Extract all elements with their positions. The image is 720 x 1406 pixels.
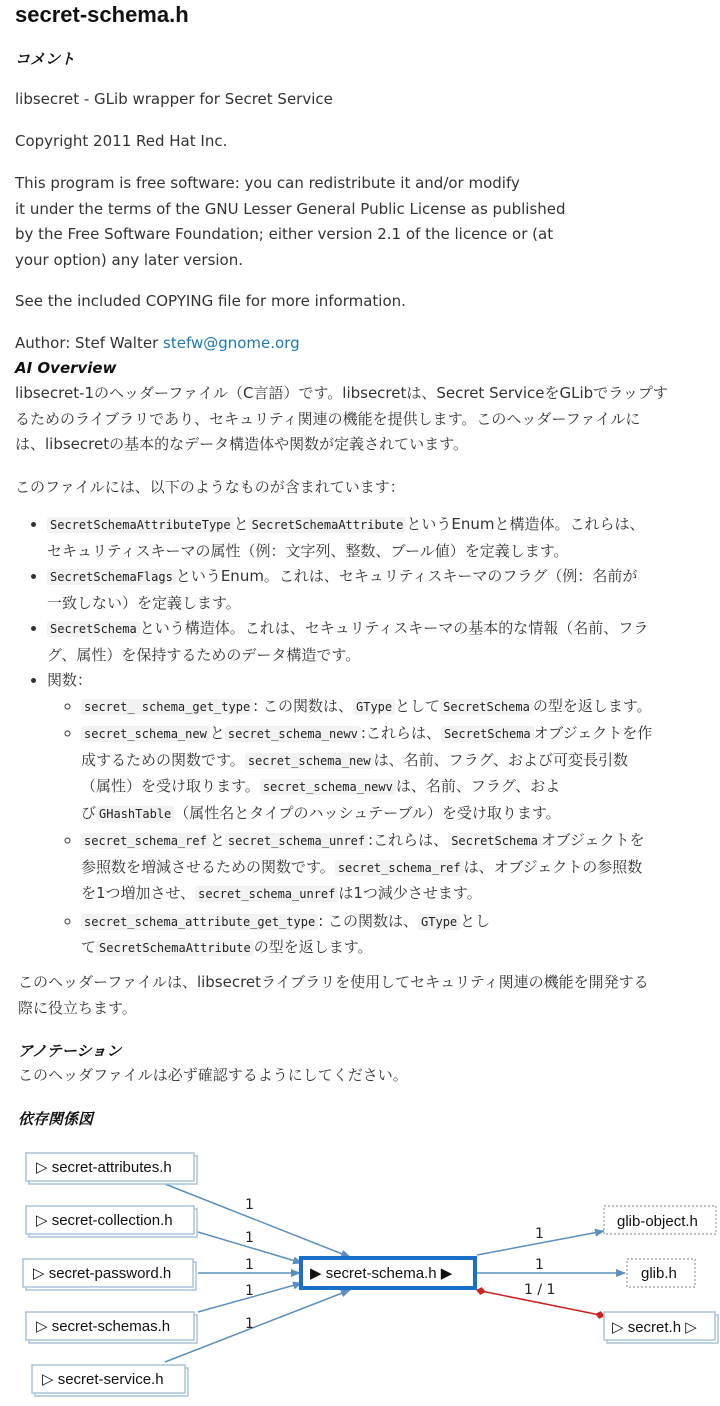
text-span: グ、属性）を保持するためのデータ構造です。 <box>47 645 361 664</box>
text-span: というEnum。これは、セキュリティスキーマのフラグ（例：名前が <box>175 567 638 585</box>
text-span: : この関数は、 <box>253 696 353 715</box>
text-span: 成するための関数です。 <box>81 750 245 769</box>
code-span: secret_schema_attribute_get_type <box>81 914 318 930</box>
code-span: secret_ schema_get_type <box>81 699 253 715</box>
node-label: ▶ secret-schema.h ▶ <box>310 1265 453 1282</box>
text-span: として <box>395 696 441 715</box>
text-span: :これらは、 <box>368 831 449 849</box>
node-label: ▷ secret-schemas.h <box>36 1318 171 1335</box>
annotation-text: このヘッダファイルは必ず確認するようにしてください。 <box>18 1066 408 1084</box>
code-span: GHashTable <box>96 806 174 822</box>
edge-label: 1 <box>245 1230 254 1246</box>
text-span: と <box>209 724 225 742</box>
edge-label: 1 / 1 <box>524 1282 556 1298</box>
code-span: secret_schema_newv <box>260 779 396 795</box>
text-span: の型を返します。 <box>532 696 652 715</box>
text-span: の型を返します。 <box>253 938 373 956</box>
code-span: secret_schema_new <box>81 726 210 742</box>
list-item <box>47 668 720 962</box>
node-glib-object[interactable] <box>604 1206 716 1234</box>
list-item <box>47 616 720 668</box>
edge-label: 1 <box>535 1257 544 1273</box>
edge-label: 1 <box>245 1283 254 1299</box>
annotation-heading: アノテーション <box>18 1042 122 1060</box>
list-item <box>47 564 720 616</box>
author-email-link[interactable]: stefw@gnome.org <box>163 334 300 352</box>
node-secret-schemas[interactable] <box>26 1312 197 1343</box>
node-glib[interactable] <box>627 1259 695 1287</box>
function-item <box>81 721 720 827</box>
ai-summary-line: このヘッダーファイルは、libsecretライブラリを使用してセキュリティ関連の機能を開発する <box>18 973 649 991</box>
ai-contains: このファイルには、以下のようなものが含まれています： <box>15 478 405 496</box>
contents-list <box>15 512 720 963</box>
edge-label: 1 <box>245 1257 254 1273</box>
license-line: your option) any later version. <box>15 250 244 269</box>
edge-label: 1 <box>535 1226 544 1242</box>
node-secret-schema-current[interactable] <box>301 1258 475 1288</box>
text-span: （属性）を受け取ります。 <box>81 777 260 795</box>
code-span: secret_schema_unref <box>195 886 338 902</box>
comment-heading: コメント <box>15 50 76 68</box>
comment-line-2: Copyright 2011 Red Hat Inc. <box>15 132 228 150</box>
text-span: オブジェクトを作 <box>533 724 653 742</box>
code-span: secret_schema_unref <box>225 833 368 849</box>
page-title: secret-schema.h <box>15 2 189 27</box>
edge-label: 1 <box>245 1316 254 1332</box>
function-item <box>81 909 720 962</box>
text-span: とし <box>460 911 491 930</box>
ai-summary <box>18 970 649 1021</box>
author-prefix: Author: Stef Walter <box>15 334 164 352</box>
functions-list <box>47 694 720 962</box>
text-span: は、名前、フラグ、およ <box>395 777 561 795</box>
text-span: : この関数は、 <box>318 911 419 930</box>
license-line: it under the terms of the GNU Lesser General Public License as published <box>15 199 566 218</box>
node-label: ▷ secret-attributes.h <box>36 1159 172 1176</box>
text-span: び <box>81 803 97 822</box>
code-span: secret_schema_newv <box>225 726 361 742</box>
text-span: という構造体。これは、セキュリティスキーマの基本的な情報（名前、フラ <box>139 619 649 637</box>
comment-see: See the included COPYING file for more information. <box>15 292 406 310</box>
text-span: セキュリティスキーマの属性（例：文字列、整数、ブール値）を定義します。 <box>47 541 569 560</box>
edge-label: 1 <box>245 1197 254 1213</box>
function-item <box>81 694 720 721</box>
node-secret-attributes[interactable] <box>26 1153 197 1184</box>
node-label: glib.h <box>641 1265 677 1282</box>
text-span: と <box>233 515 249 533</box>
text-span: というEnumと構造体。これらは、 <box>406 515 645 533</box>
code-span: SecretSchemaAttribute <box>249 517 407 533</box>
code-span: SecretSchemaAttributeType <box>47 517 234 533</box>
text-span: を1つ増加させ、 <box>81 884 196 902</box>
node-label: ▷ secret-service.h <box>42 1371 164 1388</box>
license-line: This program is free software: you can redistribute it and/or modify <box>15 174 520 192</box>
code-span: SecretSchema <box>440 699 533 715</box>
ai-intro <box>15 381 668 458</box>
dependency-heading: 依存関係図 <box>18 1110 94 1128</box>
text-span: オブジェクトを <box>540 831 645 849</box>
text-span: 参照数を増減させるための関数です。 <box>81 857 335 876</box>
code-span: SecretSchema <box>441 726 534 742</box>
license-block <box>15 171 566 273</box>
comment-line-1: libsecret - GLib wrapper for Secret Service <box>15 90 333 108</box>
code-span: SecretSchema <box>47 621 140 637</box>
code-span: secret_schema_new <box>245 753 374 769</box>
node-secret-service[interactable] <box>32 1365 188 1396</box>
ai-overview-heading: AI Overview <box>15 359 117 377</box>
node-label: glib-object.h <box>617 1213 698 1230</box>
ai-summary-line: 際に役立ちます。 <box>18 998 137 1017</box>
code-span: SecretSchemaFlags <box>47 569 176 585</box>
text-span: は1つ減少させます。 <box>338 884 482 902</box>
code-span: SecretSchemaAttribute <box>96 940 254 956</box>
node-secret[interactable] <box>604 1312 718 1343</box>
code-span: SecretSchema <box>448 833 541 849</box>
text-span: と <box>209 831 225 849</box>
ai-intro-line: るためのライブラリであり、セキュリティ関連の機能を提供します。このヘッダーファイルに <box>15 409 641 428</box>
node-label: ▷ secret-password.h <box>33 1265 172 1282</box>
node-label: ▷ secret.h ▷ <box>612 1319 697 1336</box>
code-span: GType <box>418 914 460 930</box>
node-secret-password[interactable] <box>23 1259 196 1290</box>
license-line: by the Free Software Foundation; either version 2.1 of the licence or (at <box>15 225 554 243</box>
code-span: GType <box>353 699 395 715</box>
node-label: ▷ secret-collection.h <box>36 1212 173 1229</box>
node-secret-collection[interactable] <box>26 1206 197 1237</box>
text-span: :これらは、 <box>360 724 441 742</box>
ai-intro-line: は、libsecretの基本的なデータ構造体や関数が定義されています。 <box>15 435 468 453</box>
text-span: は、名前、フラグ、および可変長引数 <box>373 750 629 769</box>
text-span: て <box>81 938 97 956</box>
text-span: は、オブジェクトの参照数 <box>463 857 643 876</box>
functions-label: 関数： <box>47 671 93 689</box>
function-item <box>81 828 720 908</box>
dependency-graph <box>0 1140 720 1406</box>
text-span: 一致しない）を定義します。 <box>47 593 241 612</box>
list-item <box>47 512 720 564</box>
code-span: secret_schema_ref <box>81 833 210 849</box>
text-span: （属性名とタイプのハッシュテーブル）を受け取ります。 <box>174 803 561 822</box>
code-span: secret_schema_ref <box>335 860 464 876</box>
author-line <box>15 331 300 357</box>
ai-intro-line: libsecret-1のヘッダーファイル（C言語）です。libsecretは、Secret ServiceをGLibでラップす <box>15 384 668 402</box>
